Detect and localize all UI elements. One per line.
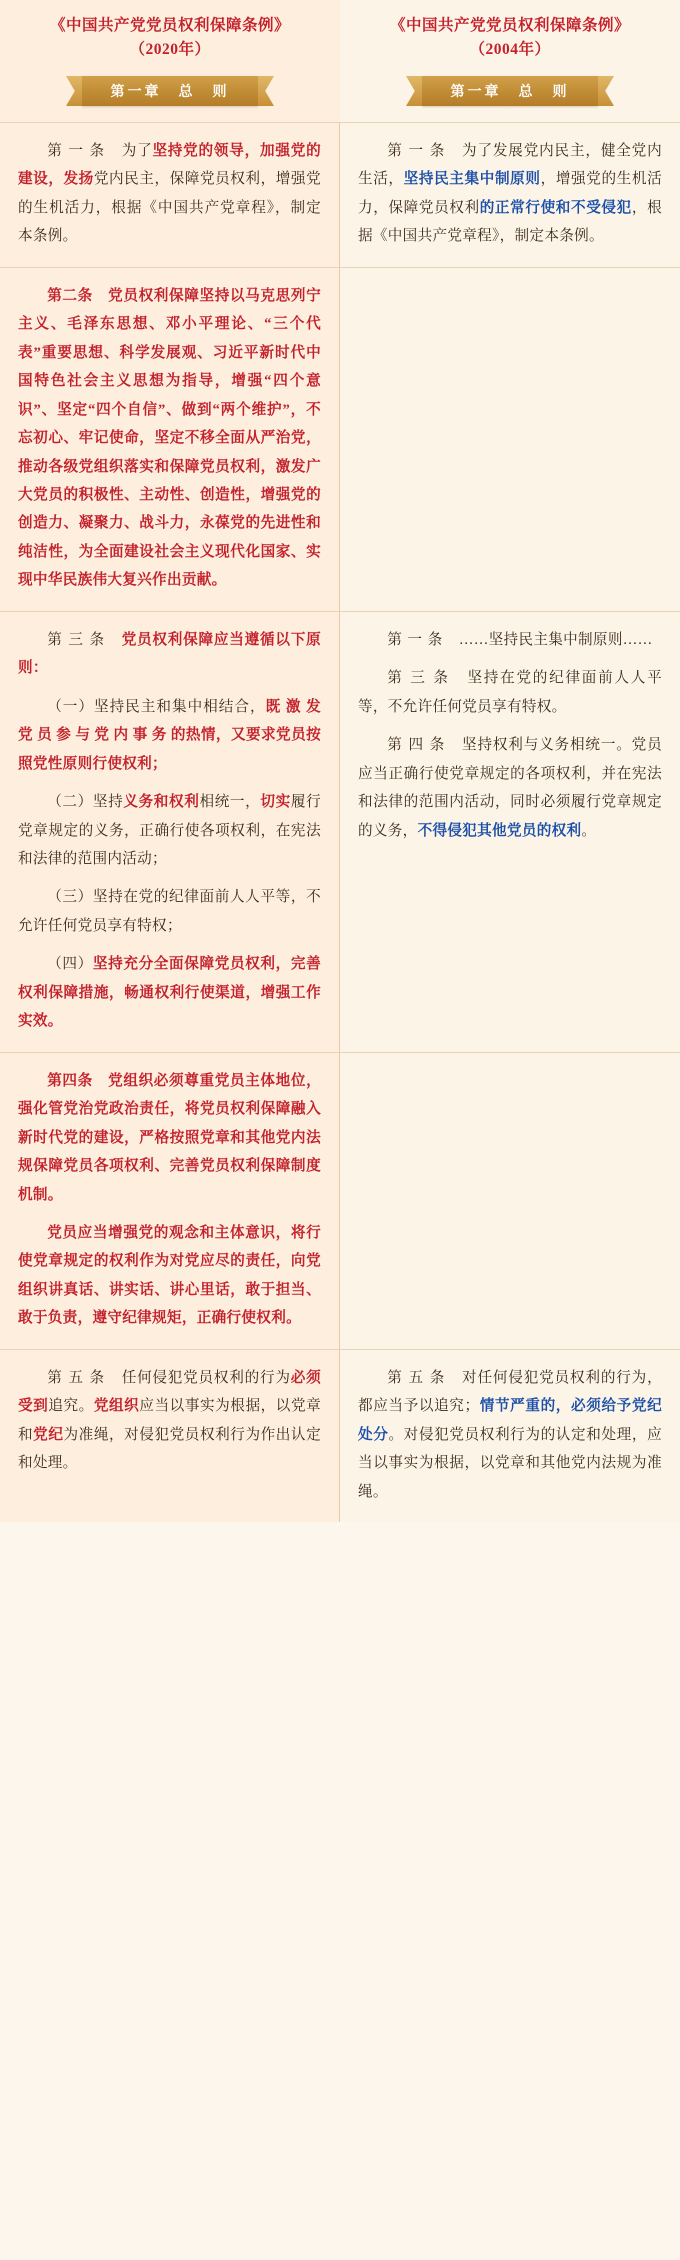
text-run: 第 一 条 xyxy=(387,143,463,160)
article-paragraph xyxy=(18,788,321,873)
text-run: 党内民主，保障党员权利，增强党的生机活力，根据《中国共产党章程》，制定本条例。 xyxy=(18,171,321,245)
text-run: 。 xyxy=(581,822,597,839)
title-row xyxy=(0,0,680,72)
right-title-line-1: 《中国共产党党员权利保障条例》 xyxy=(389,17,630,34)
article-paragraph xyxy=(358,1364,662,1506)
right-column-cell xyxy=(340,1350,680,1522)
article-paragraph xyxy=(18,1364,321,1478)
text-run: 第 五 条 xyxy=(47,1369,122,1386)
text-run: 既 激 发 党 员 参 与 党 内 事 务 的热情，又要求党员按照党性原则行使权利； xyxy=(18,698,321,772)
text-run: 追究。 xyxy=(48,1398,94,1415)
left-column-cell xyxy=(0,1053,340,1349)
left-column-cell xyxy=(0,123,340,267)
text-run: 义务和权利 xyxy=(123,794,200,811)
article-paragraph xyxy=(18,137,321,251)
text-run: 坚持在党的纪律面前人人平等，不允许任何党员享有特权。 xyxy=(358,670,662,715)
text-run: 党员权利保障应当遵循以下原则： xyxy=(18,631,321,677)
text-run: 相统一， xyxy=(199,794,261,811)
text-run: 为了 xyxy=(121,143,153,160)
ribbon-tail-left xyxy=(406,76,422,106)
right-chapter-label: 第一章 总 则 xyxy=(450,85,570,101)
left-chapter-banner xyxy=(0,72,340,122)
right-column-cell xyxy=(340,123,680,267)
text-run: ……坚持民主集中制原则…… xyxy=(458,631,653,648)
text-run: 第 四 条 xyxy=(387,737,463,754)
ribbon-tail-right xyxy=(258,76,274,106)
text-run: 履行党章规定的义务，正确行使各项权利，在宪法和法律的范围内活动； xyxy=(18,794,321,867)
text-run: ，增强党的生机活力，保障党员权利 xyxy=(358,171,663,216)
text-run: 党组织必须尊重党员主体地位，强化管党治党政治责任，将党员权利保障融入新时代党的建设，严格按照党章和其他党内法规保障党员各项权利、完善党员权利保障制度机制。 xyxy=(18,1072,321,1203)
text-run: 坚持党的领导，加强党的建设，发扬 xyxy=(18,143,321,188)
comparison-row xyxy=(0,267,680,611)
article-paragraph xyxy=(18,883,321,940)
article-paragraph xyxy=(18,282,321,595)
left-chapter-label: 第一章 总 则 xyxy=(110,85,230,101)
text-run: 党员权利保障坚持以马克思列宁主义、毛泽东思想、邓小平理论、“三个代表”重要思想、科学发展观、习近平新时代中国特色社会主义思想为指导，增强“四个意识”、坚定“四个自信”、做到“两个维护”，不忘初心、牢记使命，坚定不移全面从严治党，推动各级党组织落实和保障党员权利，激发广大党员的积极性、主动性、创造性，增强党的创造力、凝聚力、战斗力，永葆党的先进性和纯洁性，为全面建设社会主义现代化国家、实现中华民族伟大复兴作出贡献。 xyxy=(18,287,321,589)
ribbon-shape-right xyxy=(422,76,598,106)
article-paragraph xyxy=(358,626,662,654)
text-run: 第 三 条 xyxy=(387,670,468,687)
text-run: 坚持充分全面保障党员权利，完善权利保障措施，畅通权利行使渠道，增强工作实效。 xyxy=(18,956,321,1030)
text-run: 的正常行使和不受侵犯 xyxy=(479,199,632,216)
text-run: 党组织 xyxy=(93,1398,140,1415)
article-paragraph xyxy=(358,664,662,721)
text-run: 党纪 xyxy=(33,1426,64,1443)
text-run: 坚持民主集中制原则 xyxy=(403,171,541,188)
right-document-title xyxy=(340,0,680,72)
right-title-line-2: （2004年） xyxy=(469,41,551,59)
text-run: 情节严重的，必须给予党纪处分 xyxy=(358,1398,662,1443)
ribbon-tail-right xyxy=(598,76,614,106)
text-run: 党员应当增强党的观念和主体意识，将行使党章规定的权利作为对党应尽的责任，向党组织讲真话、讲实话、讲心里话，敢于担当、敢于负责，遵守纪律规矩，正确行使权利。 xyxy=(18,1224,321,1327)
comparison-row xyxy=(0,122,680,267)
text-run: 为了发展党内民主，健全党内生活， xyxy=(358,143,662,188)
text-run: 。对侵犯党员权利行为的认定和处理，应当以事实为根据，以党章和其他党内法规为准绳。 xyxy=(358,1426,662,1500)
text-run: 切实 xyxy=(260,794,291,811)
article-paragraph xyxy=(18,626,321,683)
text-run: ，根据《中国共产党章程》，制定本条例。 xyxy=(358,199,662,245)
comparison-row xyxy=(0,611,680,1052)
comparison-row xyxy=(0,1052,680,1349)
chapter-ribbon-row xyxy=(0,72,680,122)
right-column-cell xyxy=(340,1053,680,1349)
right-chapter-banner xyxy=(340,72,680,122)
right-column-cell xyxy=(340,268,680,611)
comparison-rows xyxy=(0,122,680,1522)
left-document-title xyxy=(0,0,340,72)
text-run: 必须受到 xyxy=(18,1369,321,1415)
text-run: （一）坚持民主和集中相结合， xyxy=(47,698,266,715)
comparison-row xyxy=(0,1349,680,1522)
text-run: 第 五 条 xyxy=(387,1369,463,1386)
text-run: 任何侵犯党员权利的行为 xyxy=(121,1369,291,1386)
left-title-line-1: 《中国共产党党员权利保障条例》 xyxy=(49,17,290,34)
article-paragraph xyxy=(18,693,321,778)
text-run: （四） xyxy=(47,956,93,973)
text-run: 不得侵犯其他党员的权利 xyxy=(417,822,582,839)
right-column-cell xyxy=(340,612,680,1052)
article-paragraph xyxy=(18,950,321,1035)
article-paragraph xyxy=(18,1067,321,1209)
left-column-cell xyxy=(0,1350,340,1522)
text-run: （三）坚持在党的纪律面前人人平等，不允许任何党员享有特权； xyxy=(18,889,321,934)
ribbon-shape-left xyxy=(82,76,258,106)
text-run: 第 一 条 xyxy=(387,631,459,648)
article-paragraph xyxy=(358,731,662,845)
text-run: 对任何侵犯党员权利的行为，都应当予以追究； xyxy=(358,1369,662,1415)
text-run: 坚持权利与义务相统一。党员应当正确行使党章规定的各项权利，并在宪法和法律的范围内活动，同时必须履行党章规定的义务， xyxy=(358,737,662,839)
text-run: 第四条 xyxy=(47,1072,109,1089)
text-run: 为准绳，对侵犯党员权利行为作出认定和处理。 xyxy=(18,1426,321,1472)
text-run: 第 一 条 xyxy=(47,143,122,160)
article-paragraph xyxy=(18,1219,321,1333)
text-run: 第二条 xyxy=(47,287,109,304)
ribbon-tail-left xyxy=(66,76,82,106)
article-paragraph xyxy=(358,137,662,251)
text-run: 第 三 条 xyxy=(47,631,122,648)
left-column-cell xyxy=(0,612,340,1052)
left-column-cell xyxy=(0,268,340,611)
left-title-line-2: （2020年） xyxy=(129,41,211,59)
text-run: （二）坚持 xyxy=(47,794,124,811)
text-run: 应当以事实为根据，以党章和 xyxy=(18,1398,322,1443)
